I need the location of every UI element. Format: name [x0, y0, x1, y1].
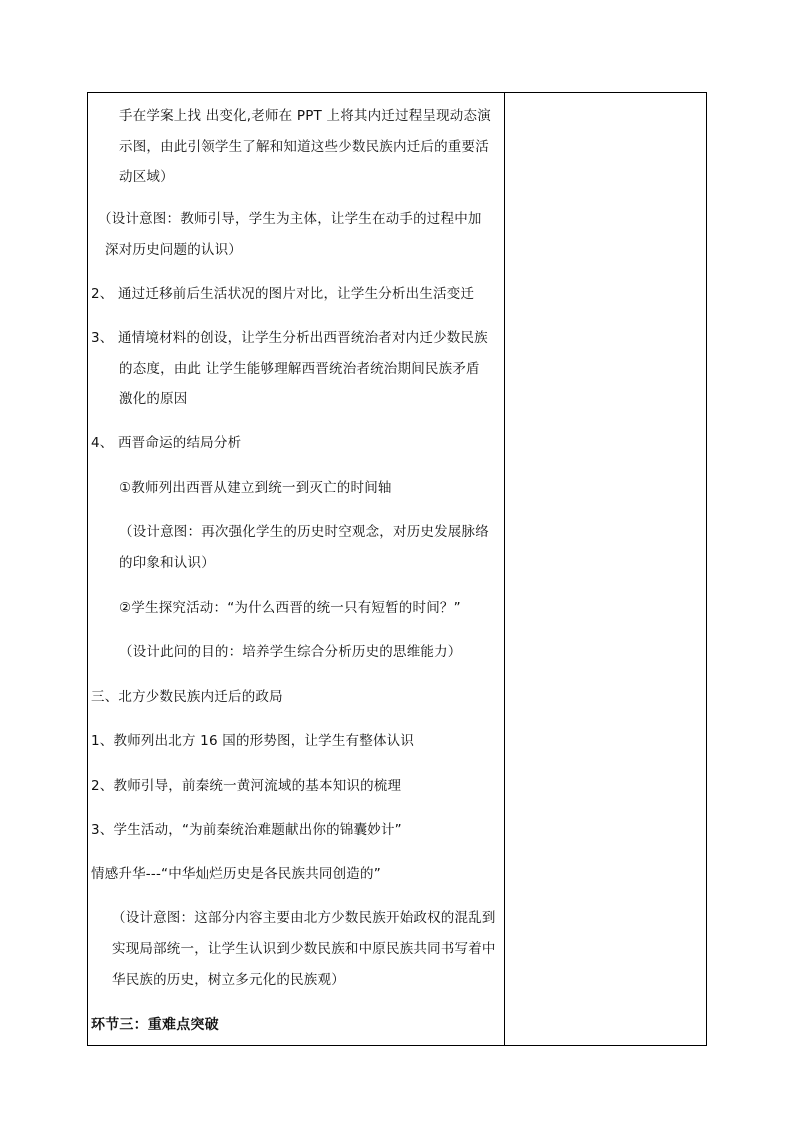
- text-line: 华民族的历史，树立多元化的民族观）: [112, 972, 345, 988]
- text-line: ①教师列出西晋从建立到统一到灭亡的时间轴: [119, 480, 392, 496]
- text-line: （设计此问的目的：培养学生综合分析历史的思维能力）: [119, 644, 462, 660]
- text-line: 2、教师引导，前秦统一黄河流域的基本知识的梳理: [91, 778, 402, 794]
- text-line: （设计意图：教师引导，学生为主体，让学生在动手的过程中加: [98, 211, 482, 227]
- text-line: 激化的原因: [119, 391, 188, 407]
- text-line: 三、北方少数民族内迁后的政局: [91, 689, 283, 705]
- text-line: ②学生探究活动：“为什么西晋的统一只有短暂的时间？”: [119, 600, 461, 616]
- text-line: 手在学案上找 出变化,老师在 PPT 上将其内迁过程呈现动态演: [119, 108, 491, 124]
- text-line: 实现局部统一，让学生认识到少数民族和中原民族共同书写着中: [112, 941, 496, 957]
- text-line: 4、 西晋命运的结局分析: [91, 435, 242, 451]
- lesson-content-cell: [88, 93, 504, 1045]
- text-line: 情感升华---“中华灿烂历史是各民族共同创造的”: [91, 866, 381, 882]
- text-line: 的态度，由此 让学生能够理解西晋统治者统治期间民族矛盾: [119, 361, 480, 377]
- text-line: 2、 通过迁移前后生活状况的图片对比，让学生分析出生活变迁: [91, 286, 475, 302]
- text-line: 3、学生活动，“为前秦统治难题献出你的锦囊妙计”: [91, 822, 402, 838]
- text-line: （设计意图：这部分内容主要由北方少数民族开始政权的混乱到: [112, 910, 496, 926]
- lesson-plan-table: [87, 92, 707, 1046]
- section-heading: 环节三：重难点突破: [91, 1017, 219, 1033]
- text-line: 动区域）: [119, 169, 174, 185]
- notes-cell: [505, 93, 708, 1045]
- text-line: 示图，由此引领学生了解和知道这些少数民族内迁后的重要活: [119, 139, 489, 155]
- text-line: 深对历史问题的认识）: [105, 242, 242, 258]
- text-line: 的印象和认识）: [119, 555, 215, 571]
- text-line: 3、 通情境材料的创设，让学生分析出西晋统治者对内迁少数民族: [91, 330, 488, 346]
- text-line: 1、教师列出北方 16 国的形势图，让学生有整体认识: [91, 733, 415, 749]
- text-line: （设计意图：再次强化学生的历史时空观念，对历史发展脉络: [119, 524, 489, 540]
